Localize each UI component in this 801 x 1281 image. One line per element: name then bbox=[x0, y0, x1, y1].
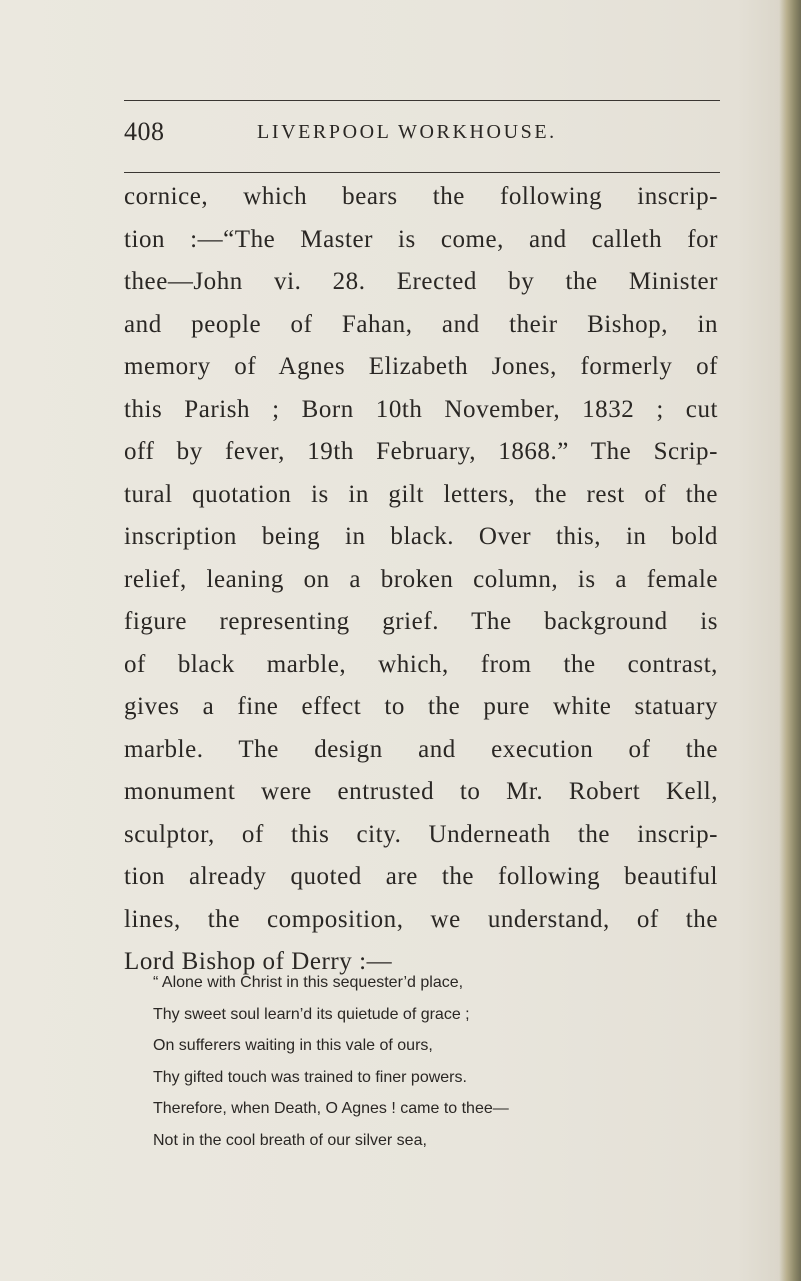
header-rule-bottom bbox=[124, 172, 720, 173]
running-head bbox=[0, 117, 801, 157]
body-paragraph bbox=[124, 176, 718, 984]
text-line: tion already quoted are the following beautiful bbox=[124, 863, 718, 890]
quoted-poem bbox=[153, 967, 673, 1156]
text-line: memory of Agnes Elizabeth Jones, formerly of bbox=[124, 353, 718, 380]
poem-line: On sufferers waiting in this vale of ours, bbox=[153, 1037, 433, 1054]
text-line: of black marble, which, from the contrast, bbox=[124, 650, 718, 678]
text-line: thee—John vi. 28. Erected by the Minister bbox=[124, 268, 718, 295]
text-line: cornice, which bears the following inscrip- bbox=[124, 183, 718, 210]
text-line: tion :—“The Master is come, and calleth for bbox=[124, 225, 718, 253]
text-line: lines, the composition, we understand, of the bbox=[124, 905, 718, 933]
binding-edge bbox=[779, 0, 801, 1281]
text-line: this Parish ; Born 10th November, 1832 ; cut bbox=[124, 395, 718, 423]
poem-line: Thy sweet soul learn’d its quietude of grace ; bbox=[153, 1005, 470, 1023]
poem-line: Therefore, when Death, O Agnes ! came to thee— bbox=[153, 1100, 509, 1117]
text-line: off by fever, 19th February, 1868.” The Scrip- bbox=[124, 438, 718, 465]
poem-line: “ Alone with Christ in this sequester’d place, bbox=[153, 974, 464, 991]
text-line: sculptor, of this city. Underneath the inscrip- bbox=[124, 820, 718, 848]
text-line: marble. The design and execution of the bbox=[124, 735, 718, 763]
poem-line: Not in the cool breath of our silver sea, bbox=[153, 1131, 427, 1149]
text-line: tural quotation is in gilt letters, the rest of the bbox=[124, 480, 718, 508]
text-line: inscription being in black. Over this, in bold bbox=[124, 523, 718, 550]
poem-line: Thy gifted touch was trained to finer powers. bbox=[153, 1068, 467, 1086]
text-line: gives a fine effect to the pure white statuary bbox=[124, 693, 718, 720]
text-line: Lord Bishop of Derry :— bbox=[124, 948, 393, 975]
page-number: 408 bbox=[124, 117, 165, 146]
text-line: and people of Fahan, and their Bishop, in bbox=[124, 310, 718, 338]
text-line: monument were entrusted to Mr. Robert Kell, bbox=[124, 778, 718, 805]
header-rule-top bbox=[124, 100, 720, 101]
text-line: figure representing grief. The background is bbox=[124, 608, 718, 635]
running-title: LIVERPOOL WORKHOUSE. bbox=[257, 121, 557, 143]
text-line: relief, leaning on a broken column, is a female bbox=[124, 565, 718, 593]
